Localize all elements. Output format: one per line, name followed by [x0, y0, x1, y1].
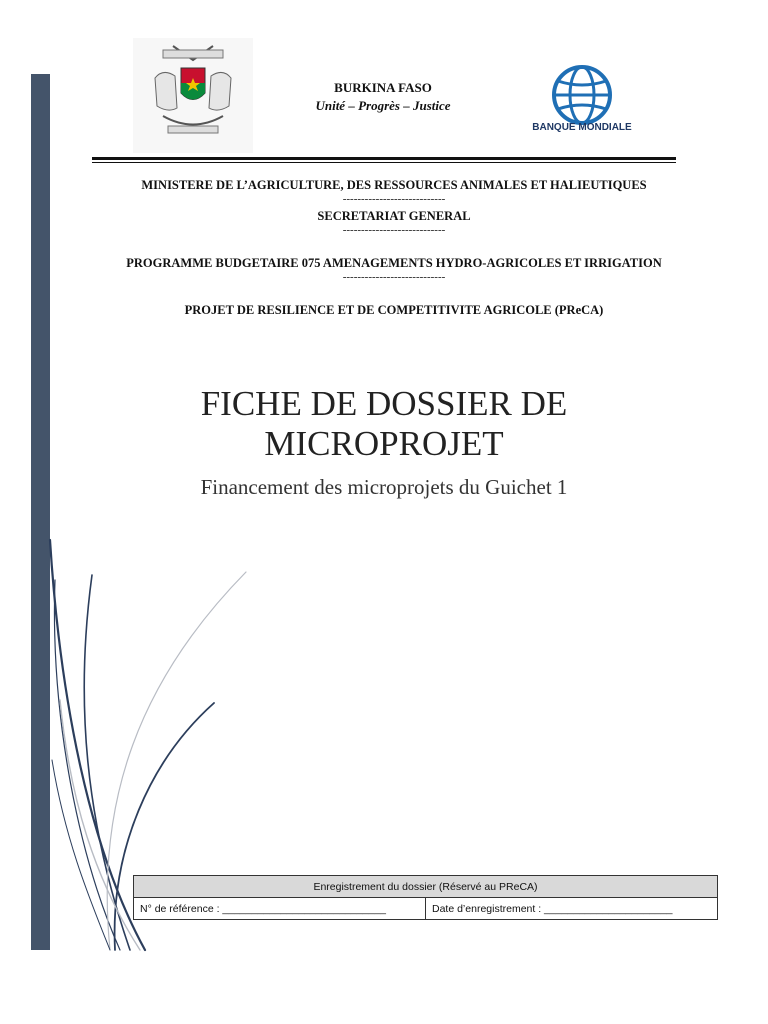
secretariat-title: SECRETARIAT GENERAL [317, 209, 471, 223]
header-rule-thin [92, 162, 676, 163]
burkina-coat-of-arms-icon [133, 38, 253, 153]
ministry-title: MINISTERE DE L’AGRICULTURE, DES RESSOURCES ANIMALES ET HALIEUTIQUES [141, 178, 647, 192]
separator-1: ---------------------------- [342, 193, 446, 205]
country-motto: Unité – Progrès – Justice [315, 98, 451, 113]
programme-title: PROGRAMME BUDGETAIRE 075 AMENAGEMENTS HYDRO-AGRICOLES ET IRRIGATION [126, 256, 662, 270]
project-title: PROJET DE RESILIENCE ET DE COMPETITIVITE AGRICOLE (PReCA) [184, 303, 604, 317]
world-bank-label: BANQUE MONDIALE [532, 122, 632, 133]
document-subtitle: Financement des microprojets du Guichet 1 [200, 475, 568, 499]
document-title [100, 384, 668, 464]
header-rule-thick [92, 157, 676, 160]
registration-header: Enregistrement du dossier (Réservé au PReCA) [134, 876, 718, 898]
separator-2: ---------------------------- [342, 224, 446, 236]
document-title-line2: MICROPROJET [264, 424, 504, 463]
document-title-line1: FICHE DE DOSSIER DE [200, 384, 568, 423]
separator-3: ---------------------------- [342, 271, 446, 283]
registration-date-field[interactable]: Date d’enregistrement : ______________________ [426, 898, 718, 920]
country-header [258, 80, 508, 114]
reference-number-field[interactable]: N° de référence : ____________________________ [134, 898, 426, 920]
registration-table [133, 875, 718, 920]
country-name: BURKINA FASO [334, 80, 432, 95]
